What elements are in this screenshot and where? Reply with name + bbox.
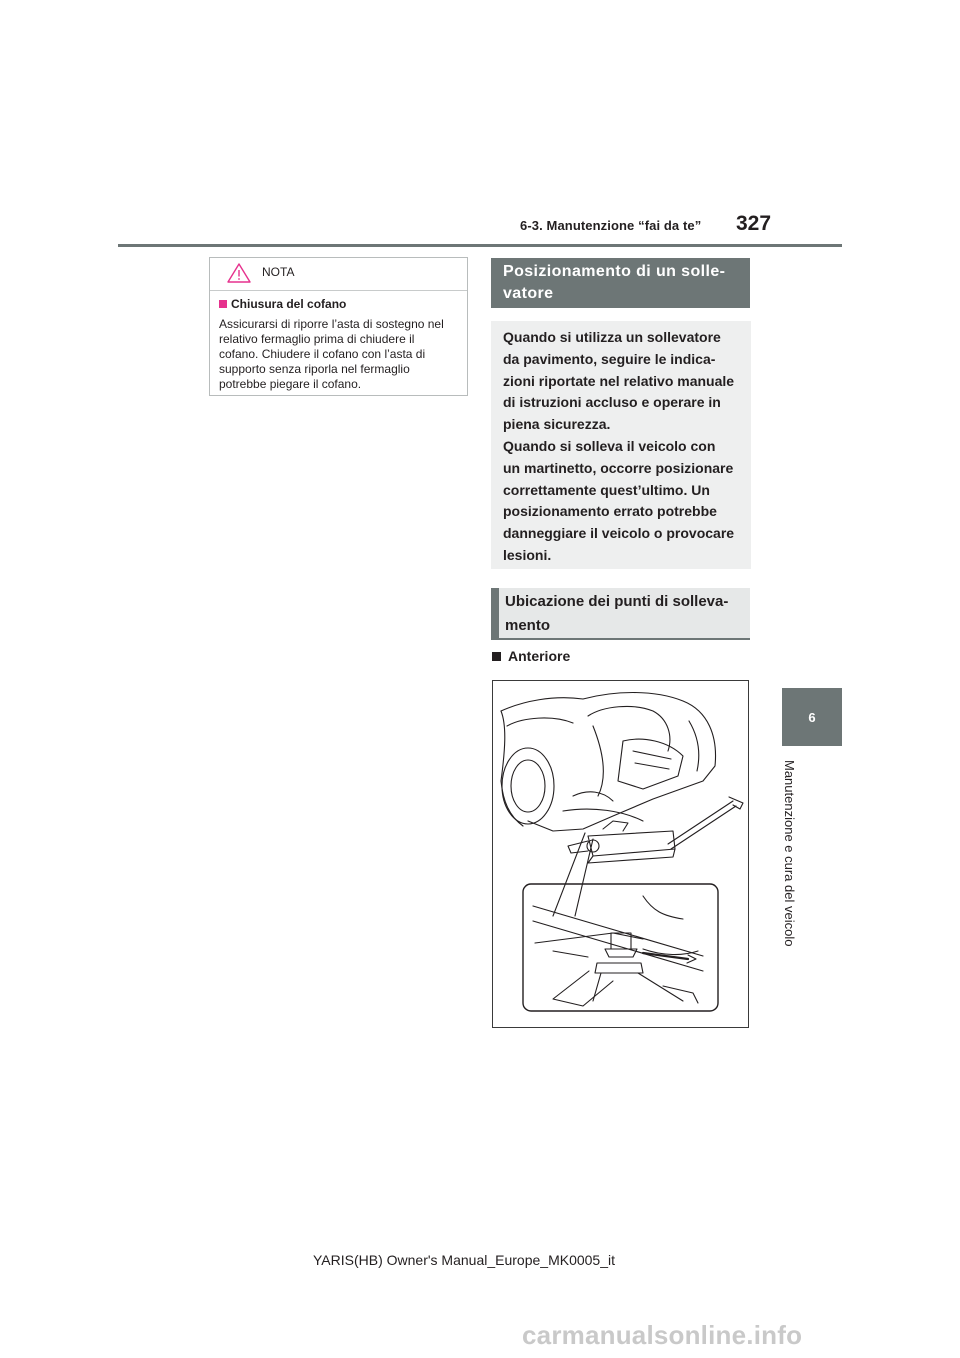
intro-line: Quando si utilizza un sollevatore (503, 329, 721, 345)
floor-jack-icon (493, 681, 749, 1028)
square-bullet-icon (492, 652, 501, 661)
chapter-title-vertical (770, 760, 810, 950)
nota-subtitle-row (219, 297, 457, 311)
intro-line: zioni riportate nel relativo manuale (503, 372, 735, 389)
jack-illustration (492, 680, 749, 1028)
chapter-tab[interactable] (782, 688, 842, 746)
warning-icon (226, 262, 252, 284)
intro-line: un martinetto, occorre posizionare (503, 459, 734, 476)
nota-subtitle: Chiusura del cofano (231, 297, 347, 311)
intro-line: piena sicurezza. (503, 416, 611, 433)
anteriore-heading (492, 648, 570, 664)
intro-line: da pavimento, seguire le indica- (503, 350, 716, 367)
square-bullet-icon (219, 300, 227, 308)
intro-line: di istruzioni accluso e operare in (503, 394, 721, 411)
anteriore-label: Anteriore (508, 648, 571, 664)
intro-box (491, 321, 751, 569)
page-number: 327 (736, 212, 772, 235)
intro-line: Quando si solleva il veicolo con (503, 437, 716, 454)
intro-line: danneggiare il veicolo o provocare (503, 525, 735, 542)
nota-box (209, 257, 468, 396)
intro-line: correttamente quest’ultimo. Un (503, 481, 710, 498)
nota-header (210, 258, 467, 291)
intro-line: posizionamento errato potrebbe (503, 503, 717, 520)
chapter-title: Manutenzione e cura del veicolo (782, 760, 797, 947)
subsection-heading: Ubicazione dei punti di solleva-mento (491, 588, 750, 640)
nota-label: NOTA (262, 265, 295, 279)
section-heading: Posizionamento di un solle-vatore (491, 258, 750, 308)
footer-manual-id: YARIS(HB) Owner's Manual_Europe_MK0005_it (313, 1252, 615, 1268)
nota-body: Assicurarsi di riporre l’asta di sostegno nel relativo fermaglio prima di chiudere il cofano. Chiudere il cofano con l’asta di supporto senza riporla nel fermaglio potrebbe piegare il cofano. (219, 317, 444, 391)
section-title: 6-3. Manutenzione “fai da te” (520, 218, 702, 233)
header-divider (118, 244, 842, 247)
intro-line: lesioni. (503, 546, 552, 563)
watermark: carmanualsonline.info (522, 1320, 803, 1350)
chapter-number: 6 (808, 709, 816, 725)
